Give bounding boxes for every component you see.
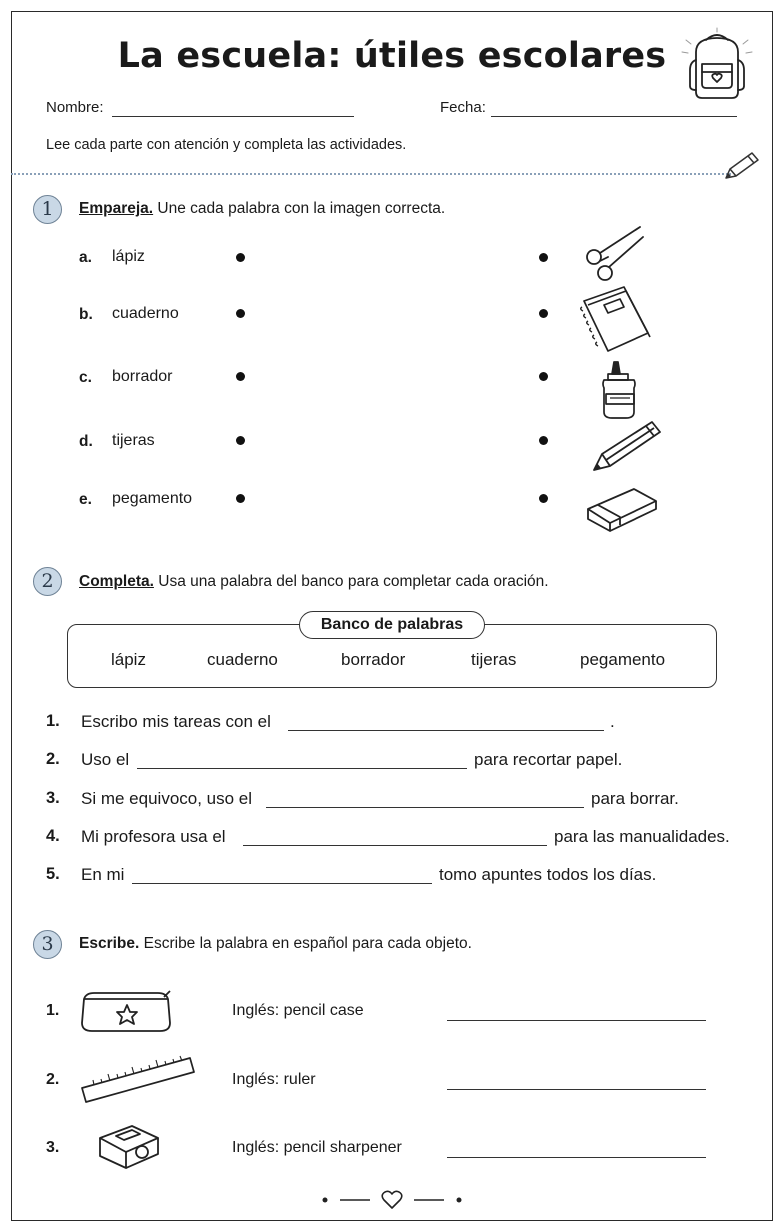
english-word: Inglés: pencil sharpener xyxy=(232,1139,402,1156)
name-label: Nombre: xyxy=(46,99,104,116)
sentence-text: para recortar papel. xyxy=(474,750,623,769)
answer-line[interactable] xyxy=(447,1157,706,1158)
glue-bottle-icon xyxy=(598,360,640,420)
sentence-blank[interactable] xyxy=(137,768,467,769)
match-left-dot[interactable] xyxy=(236,372,245,381)
write-item-number: 1. xyxy=(46,1002,60,1019)
dotted-divider xyxy=(11,173,731,175)
english-word: Inglés: ruler xyxy=(232,1071,316,1088)
date-label: Fecha: xyxy=(440,99,486,116)
match-letter: e. xyxy=(79,491,92,508)
sentence-text: tomo apuntes todos los días. xyxy=(439,865,657,884)
section-2-number: 2 xyxy=(33,567,62,596)
answer-line[interactable] xyxy=(447,1020,706,1021)
match-left-dot[interactable] xyxy=(236,253,245,262)
match-word: lápiz xyxy=(112,248,145,265)
match-word: borrador xyxy=(112,368,173,385)
bank-word: borrador xyxy=(341,650,406,669)
section-3-number: 3 xyxy=(33,930,62,959)
match-right-dot[interactable] xyxy=(539,436,548,445)
section-1-heading: Empareja. Une cada palabra con la imagen correcta. xyxy=(79,200,446,217)
sentence-text: . xyxy=(610,712,615,731)
backpack-icon xyxy=(672,26,762,106)
pencil-icon xyxy=(588,418,666,476)
sentence-blank[interactable] xyxy=(288,730,604,731)
bank-word: tijeras xyxy=(471,650,517,669)
sentence-blank[interactable] xyxy=(243,845,547,846)
bank-word: pegamento xyxy=(580,650,666,669)
section-1-number: 1 xyxy=(33,195,62,224)
page-title: La escuela: útiles escolares xyxy=(117,36,667,76)
sentence-text: Uso el xyxy=(81,750,130,769)
match-letter: b. xyxy=(79,306,93,323)
match-word: cuaderno xyxy=(112,305,179,322)
english-word: Inglés: pencil case xyxy=(232,1002,364,1019)
match-word: tijeras xyxy=(112,432,155,449)
sentence-text: En mi xyxy=(81,865,125,884)
footer-heart-ornament xyxy=(320,1186,464,1214)
bank-word: cuaderno xyxy=(207,650,278,669)
scissors-icon xyxy=(578,223,648,283)
sentence-number: 4. xyxy=(46,827,60,845)
match-right-dot[interactable] xyxy=(539,309,548,318)
name-field[interactable] xyxy=(112,116,354,117)
match-left-dot[interactable] xyxy=(236,436,245,445)
sentence-text: para borrar. xyxy=(591,789,679,808)
match-right-dot[interactable] xyxy=(539,253,548,262)
write-item-number: 2. xyxy=(46,1071,60,1088)
sentence-blank[interactable] xyxy=(266,807,584,808)
match-right-dot[interactable] xyxy=(539,372,548,381)
match-left-dot[interactable] xyxy=(236,494,245,503)
sentence-text: para las manualidades. xyxy=(554,827,730,846)
section-3-heading: Escribe. Escribe la palabra en español para cada objeto. xyxy=(79,935,472,952)
sentence-text: Si me equivoco, uso el xyxy=(81,789,253,808)
sentence-text: Mi profesora usa el xyxy=(81,827,226,846)
notebook-icon xyxy=(578,283,654,357)
match-letter: c. xyxy=(79,369,92,386)
instructions-text: Lee cada parte con atención y completa las actividades. xyxy=(46,137,407,153)
sentence-number: 2. xyxy=(46,750,60,768)
match-word: pegamento xyxy=(112,490,193,507)
date-field[interactable] xyxy=(491,116,737,117)
word-bank-title: Banco de palabras xyxy=(299,611,485,639)
bank-word: lápiz xyxy=(111,650,146,669)
eraser-icon xyxy=(584,483,660,533)
sentence-blank[interactable] xyxy=(132,883,432,884)
section-2-heading: Completa. Usa una palabra del banco para completar cada oración. xyxy=(79,573,549,590)
match-left-dot[interactable] xyxy=(236,309,245,318)
pencil-case-icon xyxy=(78,985,174,1037)
match-letter: d. xyxy=(79,433,93,450)
sentence-number: 3. xyxy=(46,789,60,807)
write-item-number: 3. xyxy=(46,1139,60,1156)
answer-line[interactable] xyxy=(447,1089,706,1090)
match-right-dot[interactable] xyxy=(539,494,548,503)
sentence-text: Escribo mis tareas con el xyxy=(81,712,271,731)
ruler-icon xyxy=(78,1054,196,1106)
divider-pencil-icon xyxy=(718,150,764,184)
sharpener-icon xyxy=(96,1120,162,1172)
match-letter: a. xyxy=(79,249,92,266)
sentence-number: 1. xyxy=(46,712,60,730)
sentence-number: 5. xyxy=(46,865,60,883)
